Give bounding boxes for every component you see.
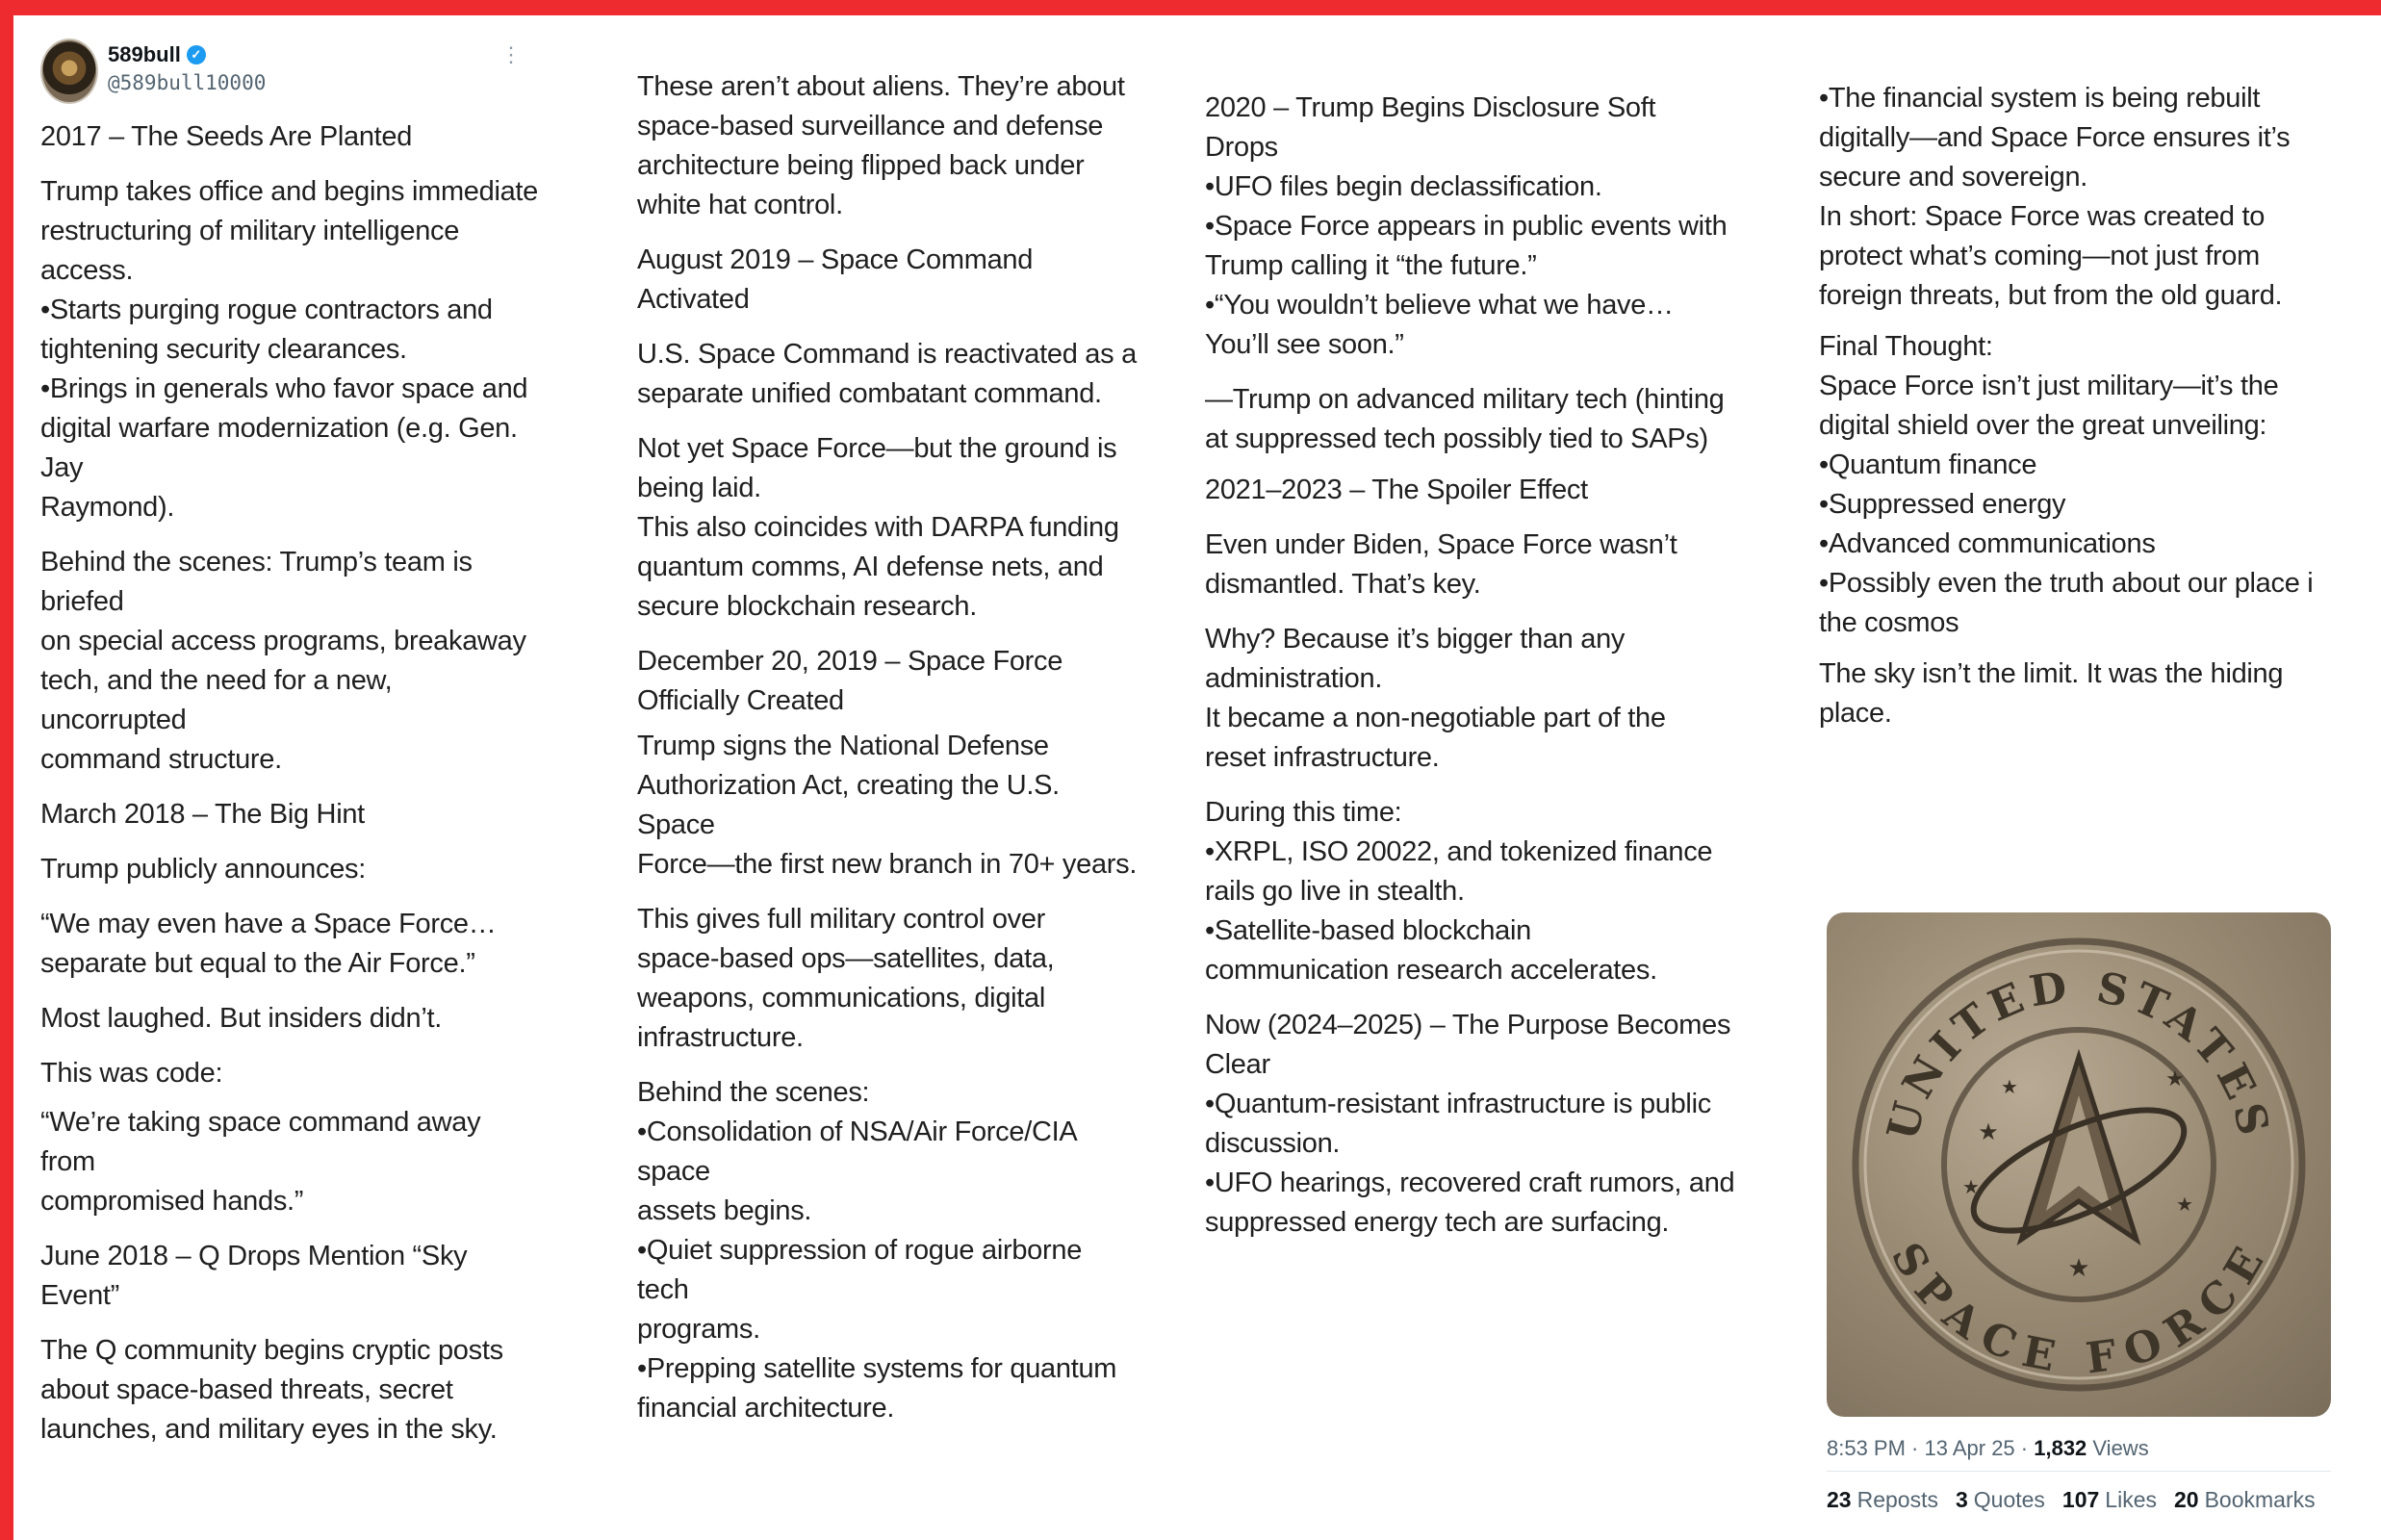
- views-label: Views: [2087, 1436, 2149, 1460]
- text-line: foreign threats, but from the old guard.: [1819, 280, 2283, 311]
- text-line: This was code:: [40, 1058, 223, 1089]
- text-line: •Starts purging rogue contractors and: [40, 295, 493, 325]
- text-line: about space-based threats, secret: [40, 1374, 453, 1405]
- text-line: The sky isn’t the limit. It was the hiding: [1819, 658, 2284, 689]
- text-line: U.S. Space Command is reactivated as a: [637, 339, 1137, 370]
- text-line: These aren’t about aliens. They’re about: [637, 71, 1125, 102]
- text-line: •Quantum-resistant infrastructure is public: [1205, 1089, 1711, 1119]
- text-line: •UFO hearings, recovered craft rumors, and: [1205, 1168, 1735, 1198]
- post-timestamp[interactable]: 8:53 PM · 13 Apr 25 ·: [1827, 1436, 2035, 1460]
- svg-text:★: ★: [2001, 1077, 2018, 1098]
- text-line: August 2019 – Space Command Activated: [637, 244, 1034, 315]
- text-line: separate but equal to the Air Force.”: [40, 948, 475, 979]
- text-line: quantum comms, AI defense nets, and: [637, 552, 1104, 582]
- text-line: •Possibly even the truth about our place i: [1819, 568, 2314, 599]
- reposts-stat[interactable]: 23 Reposts: [1827, 1487, 1938, 1512]
- text-line: space-based surveillance and defense: [637, 111, 1104, 141]
- text-line: the cosmos: [1819, 607, 1959, 638]
- divider: [1827, 1471, 2331, 1472]
- text-line: secure and sovereign.: [1819, 162, 2088, 192]
- text-line: place.: [1819, 698, 1892, 729]
- verified-badge-icon: ✓: [187, 45, 206, 64]
- text-line: Drops: [1205, 132, 1278, 163]
- post-stats: [1827, 1487, 2316, 1513]
- text-line: suppressed energy tech are surfacing.: [1205, 1207, 1670, 1238]
- text-line: Force—the first new branch in 70+ years.: [637, 849, 1138, 880]
- space-force-emblem-svg: [1827, 912, 2331, 1417]
- text-line: •Advanced communications: [1819, 528, 2156, 559]
- text-line: “We’re taking space command away from: [40, 1107, 481, 1177]
- text-line: Trump calling it “the future.”: [1205, 250, 1537, 281]
- text-line: rails go live in stealth.: [1205, 876, 1465, 907]
- text-line: Most laughed. But insiders didn’t.: [40, 1003, 442, 1034]
- text-column-3: [1205, 89, 1744, 1243]
- text-line: Authorization Act, creating the U.S. Space: [637, 770, 1060, 840]
- text-line: being laid.: [637, 473, 761, 503]
- text-line: programs.: [637, 1314, 760, 1345]
- text-line: tightening security clearances.: [40, 334, 407, 365]
- text-line: Officially Created: [637, 685, 844, 716]
- text-line: digital warfare modernization (e.g. Gen. Jay: [40, 413, 518, 483]
- text-line: secure blockchain research.: [637, 591, 977, 622]
- emblem-bottom-text: SPACE FORCE: [1881, 1234, 2277, 1384]
- text-line: Trump signs the National Defense: [637, 731, 1049, 761]
- text-line: Not yet Space Force—but the ground is: [637, 433, 1117, 464]
- text-line: This gives full military control over: [637, 904, 1046, 935]
- text-line: 2017 – The Seeds Are Planted: [40, 121, 413, 152]
- text-line: •Consolidation of NSA/Air Force/CIA space: [637, 1116, 1076, 1187]
- text-line: Now (2024–2025) – The Purpose Becomes: [1205, 1010, 1731, 1040]
- text-line: It became a non-negotiable part of the: [1205, 703, 1666, 733]
- text-line: The Q community begins cryptic posts: [40, 1335, 503, 1366]
- text-line: “We may even have a Space Force…: [40, 909, 497, 939]
- likes-stat[interactable]: 107 Likes: [2061, 1487, 2157, 1512]
- svg-text:★: ★: [2165, 1066, 2185, 1091]
- views-count: 1,832: [2034, 1436, 2087, 1460]
- text-line: •“You wouldn’t believe what we have…: [1205, 290, 1674, 321]
- text-line: December 20, 2019 – Space Force: [637, 646, 1063, 677]
- text-line: digitally—and Space Force ensures it’s: [1819, 122, 2291, 153]
- text-line: financial architecture.: [637, 1393, 895, 1424]
- emblem-top-text: UNITED STATES: [1878, 962, 2280, 1146]
- text-line: weapons, communications, digital: [637, 983, 1046, 1014]
- text-line: •The financial system is being rebuilt: [1819, 83, 2261, 114]
- text-line: 2021–2023 – The Spoiler Effect: [1205, 475, 1588, 505]
- text-line: Why? Because it’s bigger than any: [1205, 624, 1626, 654]
- text-line: separate unified combatant command.: [637, 378, 1102, 409]
- post-header: [40, 38, 522, 106]
- text-line: •Brings in generals who favor space and: [40, 373, 528, 404]
- text-line: During this time:: [1205, 797, 1402, 828]
- text-line: Even under Biden, Space Force wasn’t: [1205, 529, 1677, 560]
- text-line: —Trump on advanced military tech (hinting: [1205, 384, 1725, 415]
- text-line: •Quiet suppression of rogue airborne tech: [637, 1235, 1083, 1305]
- text-column-4: [1819, 79, 2339, 733]
- text-line: dismantled. That’s key.: [1205, 569, 1481, 600]
- svg-text:★: ★: [2067, 1253, 2090, 1282]
- text-line: This also coincides with DARPA funding: [637, 512, 1119, 543]
- svg-text:★: ★: [1978, 1119, 1999, 1145]
- text-column-1: [40, 117, 541, 1450]
- red-frame-top: [0, 0, 2381, 15]
- text-line: Raymond).: [40, 492, 175, 523]
- svg-text:★: ★: [1962, 1177, 1980, 1198]
- text-line: 2020 – Trump Begins Disclosure Soft: [1205, 92, 1656, 123]
- handle[interactable]: @589bull10000: [108, 71, 267, 94]
- text-line: tech, and the need for a new, uncorrupted: [40, 665, 393, 735]
- post-meta: [1827, 1436, 2149, 1461]
- text-line: •Suppressed energy: [1819, 489, 2066, 520]
- text-line: Space Force isn’t just military—it’s the: [1819, 371, 2279, 401]
- red-frame-left: [0, 0, 13, 1540]
- text-line: restructuring of military intelligence: [40, 216, 460, 246]
- text-line: March 2018 – The Big Hint: [40, 799, 365, 830]
- space-force-emblem-image[interactable]: [1827, 912, 2331, 1417]
- text-line: on special access programs, breakaway: [40, 626, 526, 656]
- text-line: You’ll see soon.”: [1205, 329, 1404, 360]
- text-line: Behind the scenes:: [637, 1077, 870, 1108]
- text-line: Trump takes office and begins immediate: [40, 176, 539, 207]
- text-line: •Satellite-based blockchain: [1205, 915, 1531, 946]
- text-line: assets begins.: [637, 1195, 812, 1226]
- text-line: at suppressed tech possibly tied to SAPs): [1205, 424, 1708, 454]
- text-line: Trump publicly announces:: [40, 854, 366, 885]
- text-line: In short: Space Force was created to: [1819, 201, 2266, 232]
- text-line: white hat control.: [637, 190, 843, 220]
- text-column-2: [637, 67, 1138, 1428]
- text-line: Final Thought:: [1819, 331, 1993, 362]
- more-options-icon[interactable]: ⋮: [500, 42, 522, 66]
- text-line: compromised hands.”: [40, 1186, 304, 1217]
- text-line: •XRPL, ISO 20022, and tokenized finance: [1205, 836, 1713, 867]
- text-line: architecture being flipped back under: [637, 150, 1085, 181]
- bookmarks-stat[interactable]: 20 Bookmarks: [2174, 1487, 2316, 1512]
- text-line: Behind the scenes: Trump’s team is briefed: [40, 547, 473, 617]
- avatar[interactable]: [40, 38, 98, 104]
- text-line: •Space Force appears in public events with: [1205, 211, 1728, 242]
- text-line: protect what’s coming—not just from: [1819, 241, 2260, 271]
- text-line: access.: [40, 255, 134, 286]
- text-line: communication research accelerates.: [1205, 955, 1657, 986]
- text-line: launches, and military eyes in the sky.: [40, 1414, 498, 1445]
- text-line: •UFO files begin declassification.: [1205, 171, 1602, 202]
- author-name-row: [108, 40, 206, 69]
- text-line: Clear: [1205, 1049, 1270, 1080]
- svg-text:★: ★: [2176, 1194, 2193, 1216]
- text-line: administration.: [1205, 663, 1383, 694]
- quotes-stat[interactable]: 3 Quotes: [1955, 1487, 2045, 1512]
- text-line: reset infrastructure.: [1205, 742, 1440, 773]
- text-line: discussion.: [1205, 1128, 1341, 1159]
- text-line: digital shield over the great unveiling:: [1819, 410, 2267, 441]
- text-line: space-based ops—satellites, data,: [637, 943, 1055, 974]
- text-line: infrastructure.: [637, 1022, 804, 1053]
- text-line: •Quantum finance: [1819, 449, 2037, 480]
- display-name[interactable]: 589bull: [108, 42, 181, 66]
- text-line: command structure.: [40, 744, 282, 775]
- text-line: June 2018 – Q Drops Mention “Sky Event”: [40, 1241, 468, 1311]
- text-line: •Prepping satellite systems for quantum: [637, 1353, 1117, 1384]
